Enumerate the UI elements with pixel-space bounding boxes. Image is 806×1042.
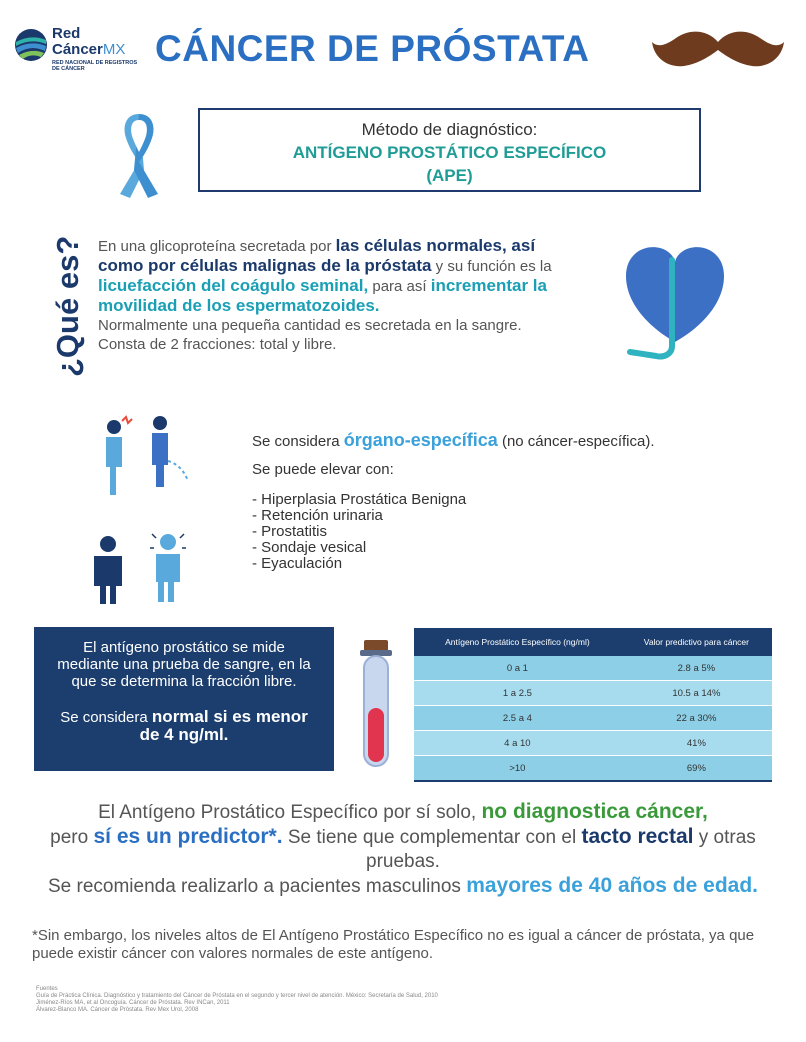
- table-cell: 69%: [621, 756, 772, 782]
- list-item: - Retención urinaria: [252, 507, 383, 524]
- table-cell: 2.8 a 5%: [621, 656, 772, 681]
- sources: [36, 986, 596, 1014]
- what-is-text: En una glicoproteína secretada por las células normales, así como por células malignas de la próstata y su función es la licuefacción del coágulo seminal, para así incrementar la movilidad de los espermatozoides. Normalmente una pequeña cantidad es secretada en la sangre. Consta de 2 fracciones: total y libre.: [98, 236, 573, 354]
- normal-value-statement: Se considera normal si es menor de 4 ng/ml.: [60, 707, 308, 744]
- list-item: - Hiperplasia Prostática Benigna: [252, 491, 467, 508]
- table-cell: 10.5 a 14%: [621, 681, 772, 706]
- column-header: Antígeno Prostático Específico (ng/ml): [414, 628, 621, 656]
- redcancermx-logo: [14, 24, 144, 74]
- list-item: - Prostatitis: [252, 523, 328, 540]
- table-cell: 22 a 30%: [621, 706, 772, 731]
- table-cell: 1 a 2.5: [414, 681, 621, 706]
- pain-symptom-icons: [88, 530, 198, 610]
- table-cell: 41%: [621, 731, 772, 756]
- que-es-side-title: ¿Qué es?: [50, 235, 85, 377]
- blood-test-description: El antígeno prostático se mide mediante una prueba de sangre, en la que se determina la fracción libre.: [57, 639, 311, 690]
- table-header-row: [414, 628, 772, 656]
- elevation-causes-list: [252, 492, 772, 572]
- sources-label: Fuentes: [36, 986, 58, 992]
- psa-predictive-table: [414, 628, 772, 782]
- source-item: Álvarez-Blanco MA. Cáncer de Próstata. Rev Mex Urol, 2008: [36, 1007, 199, 1013]
- table-cell: >10: [414, 756, 621, 782]
- table-cell: 0 a 1: [414, 656, 621, 681]
- globe-logo-icon: [14, 28, 48, 62]
- conclusion-text: El Antígeno Prostático Específico por sí solo, no diagnostica cáncer, pero sí es un predictor*. Se tiene que complementar con el tacto rectal y otras pruebas. Se recomienda realizarlo a pacientes masculinos mayores de 40 años de edad.: [47, 800, 758, 897]
- column-header: Valor predictivo para cáncer: [621, 628, 772, 656]
- table-row: [414, 681, 772, 706]
- prostate-icon: [620, 242, 730, 367]
- source-item: Guía de Práctica Clínica. Diagnóstico y tratamiento del Cáncer de Próstata en el segundo y tercer nivel de atención. México: Secretaría de Salud, 2010: [36, 993, 438, 999]
- method-acronym: (APE): [426, 166, 473, 185]
- source-item: Jiménez-Ríos MA, et al Oncoguía. Cáncer de Próstata. Rev INCan, 2011: [36, 1000, 230, 1006]
- table-cell: 4 a 10: [414, 731, 621, 756]
- organ-specific-text: [252, 430, 772, 572]
- logo-text-cancer: CáncerMX: [52, 41, 126, 58]
- elevation-causes-label: Se puede elevar con:: [252, 461, 394, 478]
- footnote: *Sin embargo, los niveles altos de El Antígeno Prostático Específico no es igual a cáncer de próstata, ya que puede existir cáncer con valores normales de este antígeno.: [32, 927, 755, 962]
- method-label: Método de diagnóstico:: [361, 120, 538, 139]
- what-is-note-1: Normalmente una pequeña cantidad es secretada en la sangre.: [98, 317, 522, 334]
- mustache-icon: [650, 28, 786, 74]
- list-item: - Eyaculación: [252, 555, 343, 572]
- logo-subtitle: RED NACIONAL DE REGISTROS DE CÁNCER: [52, 60, 138, 72]
- table-row: [414, 656, 772, 681]
- method-box: [198, 108, 701, 192]
- page-title: CÁNCER DE PRÓSTATA: [155, 28, 590, 69]
- organ-specific-statement: Se considera órgano-específica (no cáncer-específica).: [252, 430, 655, 450]
- list-item: - Sondaje vesical: [252, 539, 367, 556]
- table-row: [414, 706, 772, 731]
- awareness-ribbon-icon: [108, 110, 170, 200]
- table-cell: 2.5 a 4: [414, 706, 621, 731]
- blood-test-box: [34, 627, 334, 771]
- table-row: [414, 756, 772, 782]
- what-is-note-2: Consta de 2 fracciones: total y libre.: [98, 336, 337, 353]
- blood-tube-icon: [352, 636, 400, 776]
- logo-text-red: Red: [52, 25, 81, 42]
- method-name: ANTÍGENO PROSTÁTICO ESPECÍFICO: [292, 143, 607, 162]
- table-row: [414, 731, 772, 756]
- urinary-symptom-icons: [98, 415, 198, 505]
